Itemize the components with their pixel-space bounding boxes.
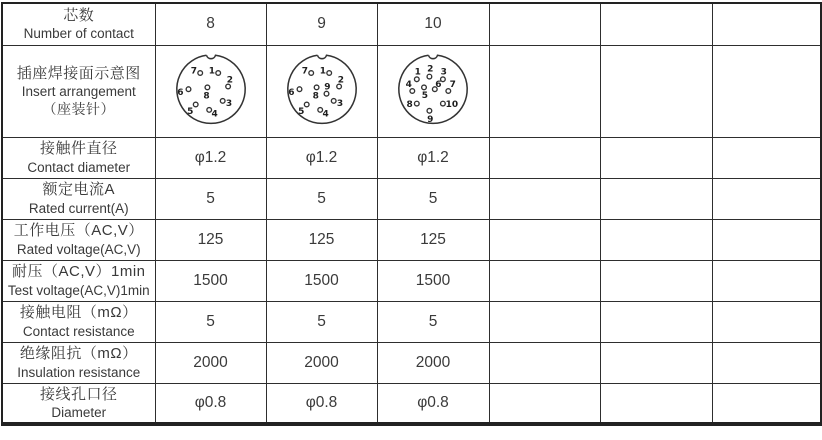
pin-number: 8 bbox=[312, 91, 319, 102]
row-label bbox=[2, 137, 155, 178]
pin-hole bbox=[314, 85, 319, 90]
label-zh: 额定电流A bbox=[42, 181, 115, 199]
pin-number: 6 bbox=[287, 88, 295, 99]
cell-value: 125 bbox=[266, 219, 377, 260]
table-row-wire-hole-diameter bbox=[2, 383, 821, 424]
empty-cell bbox=[712, 342, 821, 383]
pin-hole bbox=[441, 101, 446, 106]
pin-number: 5 bbox=[297, 106, 304, 117]
empty-cell bbox=[712, 45, 821, 137]
empty-cell bbox=[600, 383, 712, 424]
empty-cell bbox=[712, 301, 821, 342]
empty-cell bbox=[712, 383, 821, 424]
pin-number: 7 bbox=[190, 66, 197, 77]
pin-number: 2 bbox=[427, 64, 434, 75]
empty-cell bbox=[489, 219, 600, 260]
empty-cell bbox=[712, 3, 821, 45]
empty-cell bbox=[489, 137, 600, 178]
pin-number: 2 bbox=[226, 75, 233, 86]
pin-hole bbox=[193, 102, 198, 107]
row-label bbox=[2, 178, 155, 219]
pin-number: 6 bbox=[435, 79, 442, 90]
row-label bbox=[2, 383, 155, 424]
empty-cell bbox=[489, 178, 600, 219]
row-label bbox=[2, 260, 155, 301]
pin-hole bbox=[414, 77, 419, 82]
cell-value: 5 bbox=[266, 301, 377, 342]
table-row-rated-voltage bbox=[2, 219, 821, 260]
empty-cell bbox=[600, 342, 712, 383]
label-en: Test voltage(AC,V)1min bbox=[7, 282, 150, 298]
table-row-rated-current bbox=[2, 178, 821, 219]
cell-value: 10 bbox=[377, 3, 489, 45]
pin-number: 9 bbox=[323, 82, 331, 93]
pin-number: 4 bbox=[405, 79, 412, 90]
empty-cell bbox=[489, 45, 600, 137]
pin-number: 9 bbox=[427, 115, 434, 126]
cell-value: 125 bbox=[377, 219, 489, 260]
empty-cell bbox=[600, 3, 712, 45]
cell-value: φ1.2 bbox=[377, 137, 489, 178]
label-en: Number of contact bbox=[23, 26, 134, 42]
cell-value: 5 bbox=[377, 178, 489, 219]
empty-cell bbox=[489, 3, 600, 45]
row-label bbox=[2, 342, 155, 383]
pin-number: 8 bbox=[202, 91, 210, 102]
cell-value: φ1.2 bbox=[266, 137, 377, 178]
table-row-number-of-contact bbox=[2, 3, 821, 45]
pin-number: 4 bbox=[210, 109, 218, 120]
cell-value: 5 bbox=[377, 301, 489, 342]
label-zh: 插座焊接面示意图 bbox=[16, 64, 141, 82]
pin-number: 1 bbox=[319, 66, 326, 77]
pin-hole bbox=[304, 102, 309, 107]
table-row-insert-arrangement bbox=[2, 45, 821, 137]
pin-number: 1 bbox=[414, 67, 421, 78]
table-row-test-voltage bbox=[2, 260, 821, 301]
empty-cell bbox=[712, 260, 821, 301]
label-en: Contact resistance bbox=[22, 323, 135, 339]
pin-number: 7 bbox=[449, 79, 456, 90]
pin-number: 5 bbox=[421, 90, 429, 101]
pin-hole bbox=[186, 87, 191, 92]
label-en: Insulation resistance bbox=[17, 364, 141, 380]
pin-diagram-8 bbox=[166, 46, 256, 136]
pin-hole bbox=[297, 87, 302, 92]
empty-cell bbox=[600, 219, 712, 260]
cell-value: φ0.8 bbox=[155, 383, 266, 424]
label-zh2: （座装针） bbox=[42, 101, 115, 118]
diagram-cell bbox=[266, 45, 377, 137]
pin-hole bbox=[326, 71, 331, 76]
cell-value: 1500 bbox=[155, 260, 266, 301]
label-zh: 接触电阻（mΩ） bbox=[19, 304, 138, 322]
cell-value: 1500 bbox=[266, 260, 377, 301]
cell-value: 2000 bbox=[155, 342, 266, 383]
empty-cell bbox=[489, 383, 600, 424]
empty-cell bbox=[600, 260, 712, 301]
cell-value: 9 bbox=[266, 3, 377, 45]
cell-value: 1500 bbox=[377, 260, 489, 301]
pin-number: 4 bbox=[321, 109, 329, 120]
cell-value: 125 bbox=[155, 219, 266, 260]
pin-hole bbox=[331, 99, 336, 104]
cell-value: 8 bbox=[155, 3, 266, 45]
pin-diagram-10 bbox=[388, 46, 478, 136]
label-zh: 绝缘阻抗（mΩ） bbox=[19, 345, 138, 363]
empty-cell bbox=[600, 45, 712, 137]
empty-cell bbox=[489, 301, 600, 342]
empty-cell bbox=[712, 137, 821, 178]
pin-number: 10 bbox=[445, 99, 459, 110]
empty-cell bbox=[712, 178, 821, 219]
cell-value: 5 bbox=[266, 178, 377, 219]
empty-cell bbox=[489, 260, 600, 301]
row-label bbox=[2, 3, 155, 45]
pin-number: 2 bbox=[337, 75, 344, 86]
cell-value: φ1.2 bbox=[155, 137, 266, 178]
diagram-cell bbox=[155, 45, 266, 137]
label-en: Insert arrangement bbox=[21, 83, 136, 99]
table-row-contact-resistance bbox=[2, 301, 821, 342]
cell-value: φ0.8 bbox=[266, 383, 377, 424]
pin-number: 8 bbox=[406, 99, 413, 110]
cell-value: 2000 bbox=[377, 342, 489, 383]
cell-value: 5 bbox=[155, 178, 266, 219]
pin-number: 3 bbox=[336, 98, 343, 109]
label-zh: 工作电压（AC,V） bbox=[13, 222, 144, 240]
pin-number: 3 bbox=[440, 67, 447, 78]
pin-number: 1 bbox=[208, 66, 215, 77]
pin-hole bbox=[422, 85, 427, 90]
empty-cell bbox=[600, 301, 712, 342]
cell-value: 5 bbox=[155, 301, 266, 342]
empty-cell bbox=[712, 219, 821, 260]
row-label bbox=[2, 219, 155, 260]
cell-value: φ0.8 bbox=[377, 383, 489, 424]
pin-number: 6 bbox=[176, 88, 184, 99]
cell-value: 2000 bbox=[266, 342, 377, 383]
empty-cell bbox=[489, 342, 600, 383]
pin-hole bbox=[308, 71, 313, 76]
pin-hole bbox=[197, 71, 202, 76]
pin-hole bbox=[427, 74, 432, 79]
label-zh: 接触件直径 bbox=[39, 140, 118, 158]
spec-table bbox=[1, 2, 822, 426]
empty-cell bbox=[600, 178, 712, 219]
pin-hole bbox=[220, 99, 225, 104]
pin-number: 3 bbox=[225, 98, 232, 109]
empty-cell bbox=[600, 137, 712, 178]
pin-diagram-9 bbox=[277, 46, 367, 136]
label-en: Rated voltage(AC,V) bbox=[16, 241, 141, 257]
pin-hole bbox=[205, 85, 210, 90]
pin-number: 5 bbox=[186, 106, 193, 117]
pin-hole bbox=[215, 71, 220, 76]
row-label bbox=[2, 45, 155, 137]
label-zh: 接线孔口径 bbox=[39, 385, 118, 403]
row-label bbox=[2, 301, 155, 342]
label-zh: 芯数 bbox=[63, 7, 95, 25]
label-zh: 耐压（AC,V）1min bbox=[11, 263, 146, 281]
table-row-contact-diameter bbox=[2, 137, 821, 178]
pin-hole bbox=[427, 108, 432, 113]
label-en: Diameter bbox=[51, 404, 107, 420]
table-row-insulation-resistance bbox=[2, 342, 821, 383]
diagram-cell bbox=[377, 45, 489, 137]
label-en: Contact diameter bbox=[27, 159, 131, 175]
pin-hole bbox=[414, 101, 419, 106]
label-en: Rated current(A) bbox=[28, 200, 129, 216]
pin-number: 7 bbox=[301, 66, 308, 77]
